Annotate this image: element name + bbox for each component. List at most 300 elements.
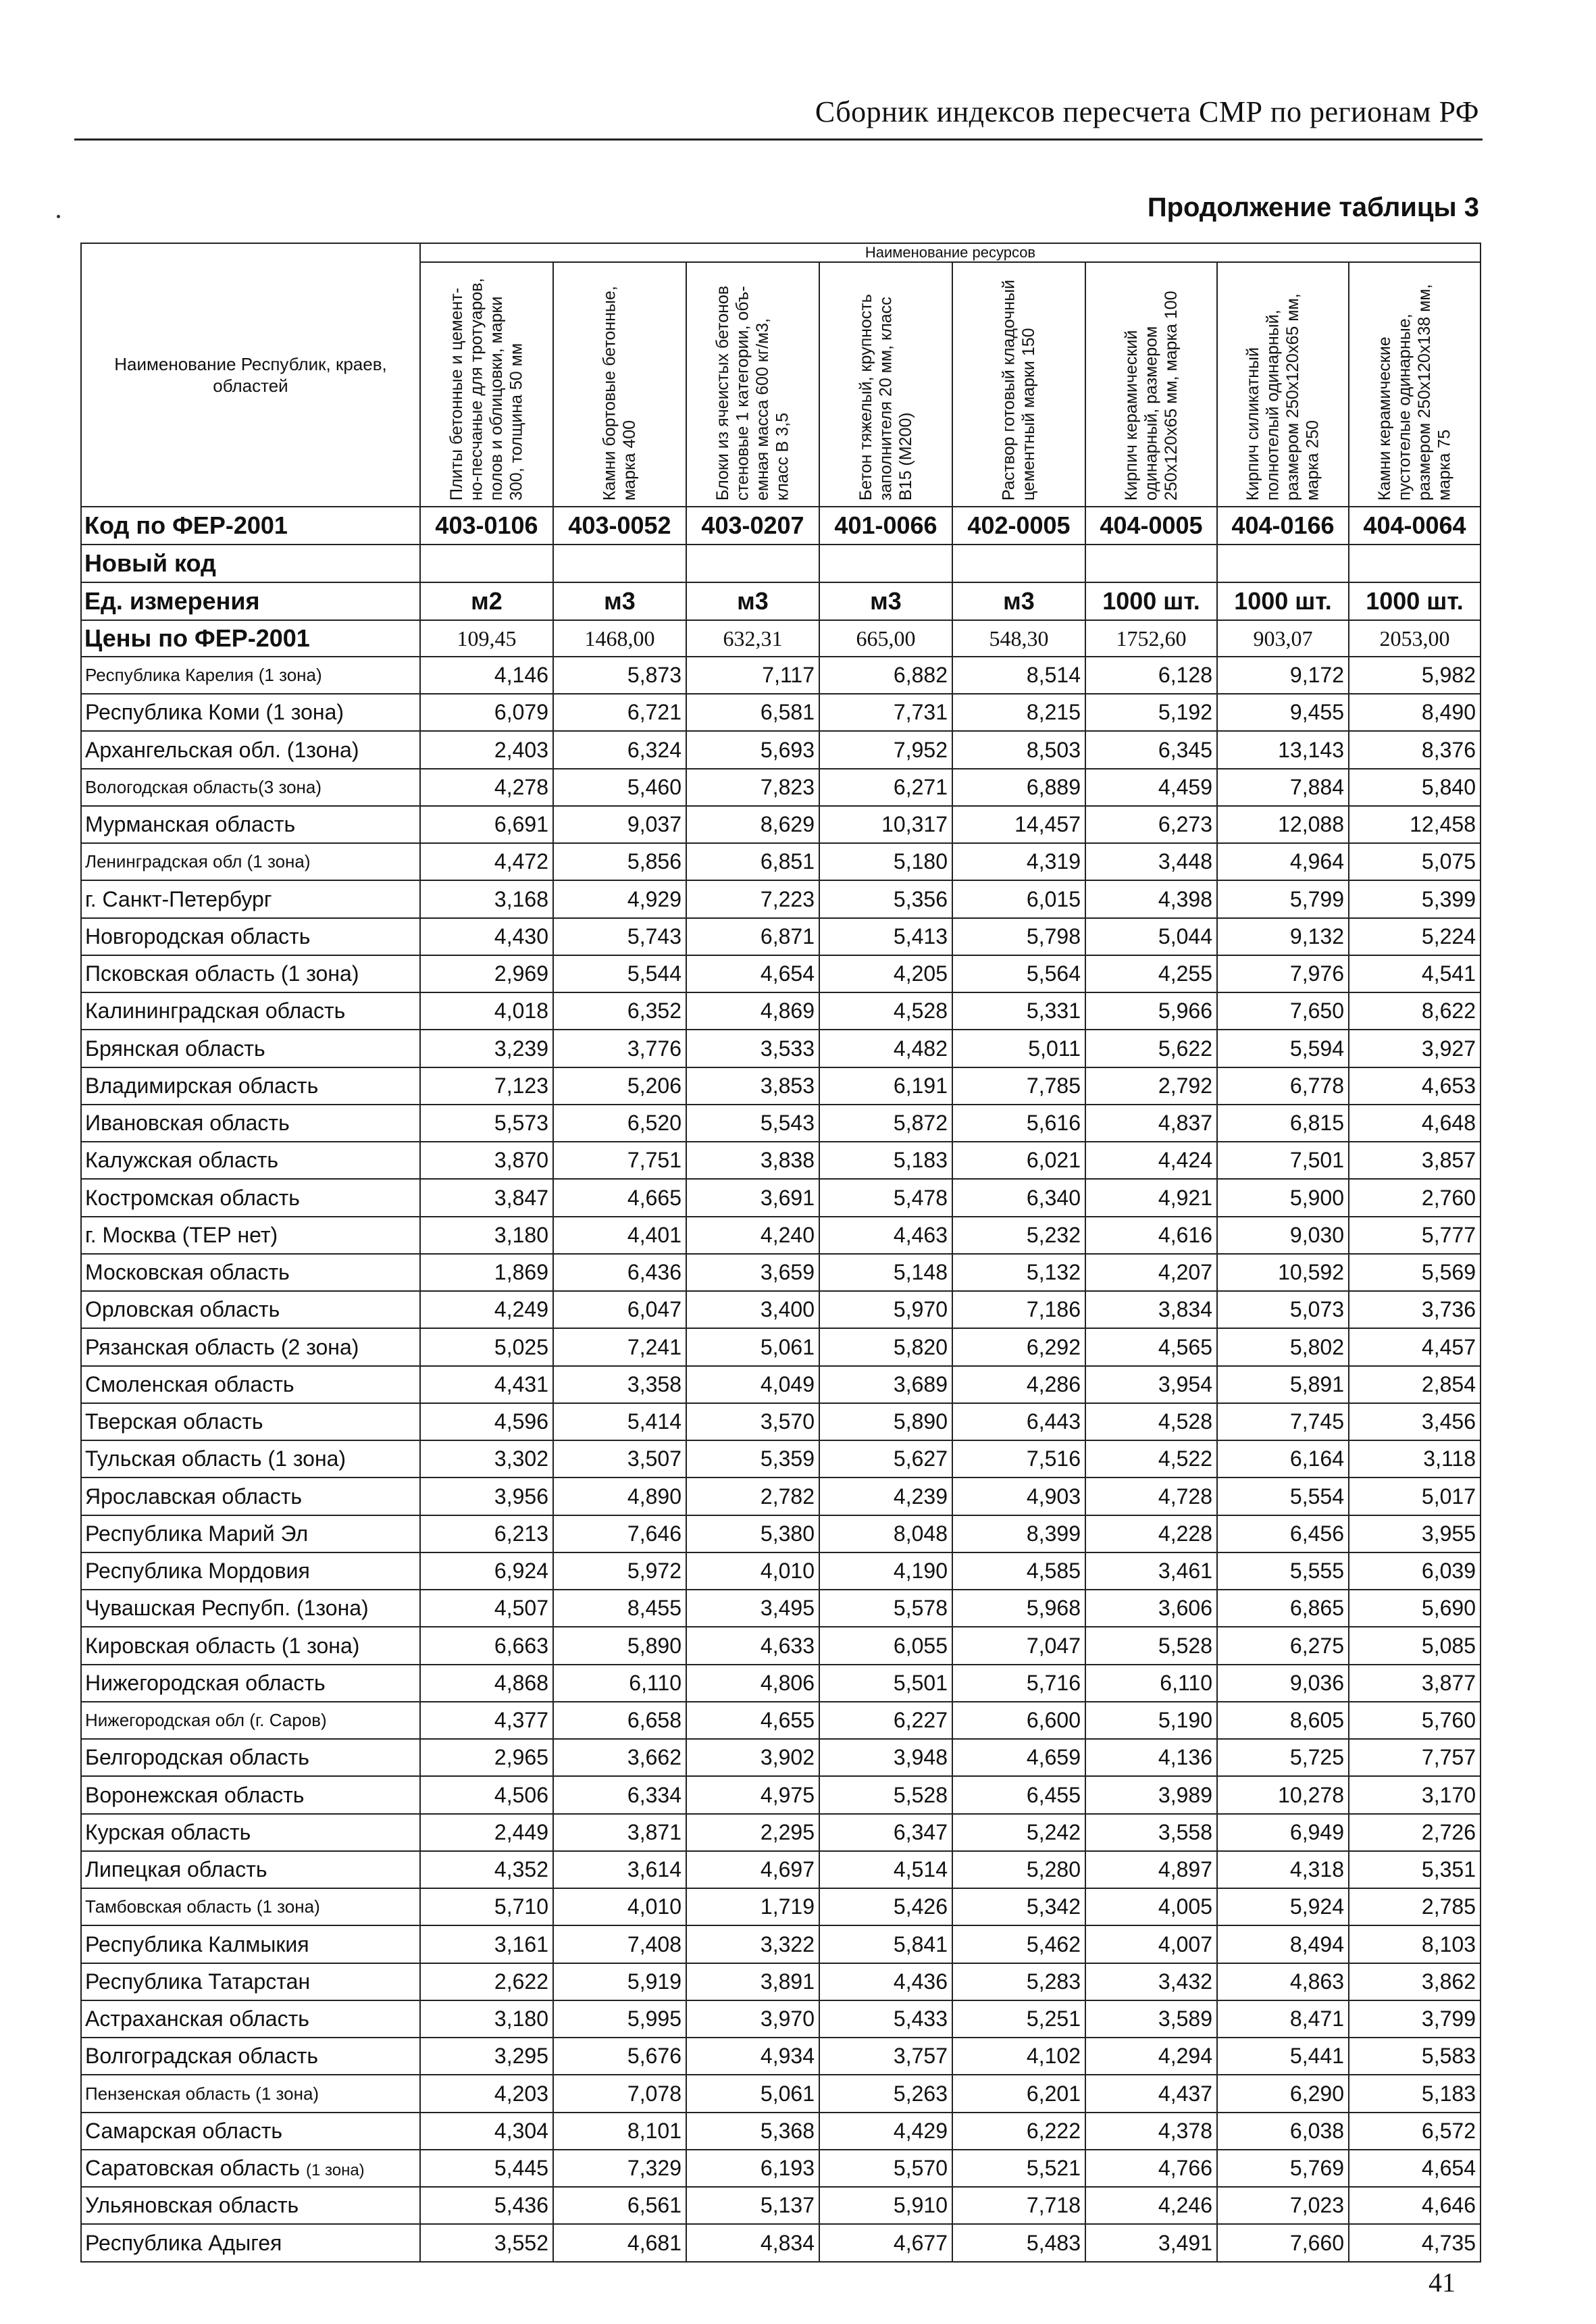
- index-value: 6,949: [1217, 1814, 1349, 1851]
- index-value: 5,283: [952, 1963, 1085, 2000]
- region-name: [81, 1851, 420, 1888]
- index-value: 5,180: [819, 843, 952, 880]
- table-row: [81, 918, 1481, 955]
- index-value: 5,224: [1349, 918, 1481, 955]
- index-value: 7,078: [553, 2075, 686, 2112]
- resource-code: 404-0005: [1085, 507, 1217, 545]
- index-value: 5,725: [1217, 1739, 1349, 1776]
- table-row: [81, 1217, 1481, 1254]
- index-value: 6,201: [952, 2075, 1085, 2112]
- index-value: 3,456: [1349, 1403, 1481, 1440]
- region-name-text: Ивановская область: [85, 1111, 290, 1136]
- index-value: 3,533: [686, 1030, 819, 1067]
- index-value: 5,061: [686, 1328, 819, 1365]
- table-row: [81, 2000, 1481, 2038]
- table-row: [81, 1477, 1481, 1515]
- index-value: 6,039: [1349, 1552, 1481, 1590]
- region-name: [81, 806, 420, 843]
- index-value: 5,436: [420, 2187, 553, 2224]
- index-value: 5,183: [1349, 2075, 1481, 2112]
- index-value: 7,408: [553, 1925, 686, 1963]
- index-value: 5,414: [553, 1403, 686, 1440]
- index-value: 4,648: [1349, 1105, 1481, 1142]
- region-name: [81, 2224, 420, 2262]
- region-name: [81, 1030, 420, 1067]
- index-value: 5,242: [952, 1814, 1085, 1851]
- region-name-text: Архангельская обл. (1зона): [85, 737, 359, 762]
- index-value: 5,798: [952, 918, 1085, 955]
- resource-column-title: Кирпич силикатный полнотелый одинарный, размером 250х120х65 мм, марка 250: [1243, 293, 1322, 501]
- index-value: 5,693: [686, 731, 819, 768]
- index-value: 6,871: [686, 918, 819, 955]
- table-row: [81, 1067, 1481, 1105]
- index-value: 6,110: [553, 1665, 686, 1702]
- region-name: [81, 1776, 420, 1813]
- resource-code: 401-0066: [819, 507, 952, 545]
- region-name-text: г. Москва (ТЕР нет): [85, 1222, 278, 1247]
- index-value: 3,239: [420, 1030, 553, 1067]
- unit-cell: 1000 шт.: [1085, 582, 1217, 620]
- index-value: 8,103: [1349, 1925, 1481, 1963]
- index-value: 9,036: [1217, 1665, 1349, 1702]
- index-value: 6,292: [952, 1328, 1085, 1365]
- index-value: 5,025: [420, 1328, 553, 1365]
- region-name: [81, 880, 420, 917]
- table-row: [81, 2038, 1481, 2075]
- region-name-text: Республика Мордовия: [85, 1559, 310, 1584]
- index-value: 2,854: [1349, 1366, 1481, 1403]
- new-code-cell: [420, 545, 553, 582]
- price-cell: 1468,00: [553, 620, 686, 657]
- index-value: 5,190: [1085, 1702, 1217, 1739]
- table-row: [81, 1552, 1481, 1590]
- resource-code: 404-0166: [1217, 507, 1349, 545]
- index-value: 4,102: [952, 2038, 1085, 2075]
- region-name: [81, 1366, 420, 1403]
- index-value: 7,023: [1217, 2187, 1349, 2224]
- resource-column-header: [686, 262, 819, 507]
- region-name-text: Ярославская область: [85, 1484, 303, 1509]
- index-value: 5,573: [420, 1105, 553, 1142]
- index-value: 3,448: [1085, 843, 1217, 880]
- index-value: 5,570: [819, 2150, 952, 2187]
- index-value: 4,929: [553, 880, 686, 917]
- region-name: [81, 1477, 420, 1515]
- region-name-text: Владимирская область: [85, 1073, 319, 1098]
- region-name: [81, 992, 420, 1030]
- index-value: 5,890: [553, 1627, 686, 1664]
- region-name-text: Кировская область (1 зона): [85, 1633, 360, 1658]
- index-value: 6,128: [1085, 657, 1217, 694]
- index-value: 5,627: [819, 1440, 952, 1477]
- index-value: 2,965: [420, 1739, 553, 1776]
- index-value: 4,482: [819, 1030, 952, 1067]
- index-value: 4,735: [1349, 2224, 1481, 2262]
- index-value: 6,164: [1217, 1440, 1349, 1477]
- region-name: [81, 694, 420, 731]
- resource-column-header: [420, 262, 553, 507]
- index-value: 5,368: [686, 2113, 819, 2150]
- index-value: 3,558: [1085, 1814, 1217, 1851]
- unit-cell: м3: [819, 582, 952, 620]
- index-value: 2,726: [1349, 1814, 1481, 1851]
- region-name-text: Республика Адыгея: [85, 2230, 282, 2255]
- index-value: 5,263: [819, 2075, 952, 2112]
- index-value: 5,769: [1217, 2150, 1349, 2187]
- index-value: 5,777: [1349, 1217, 1481, 1254]
- resource-code: 403-0207: [686, 507, 819, 545]
- region-name: [81, 2000, 420, 2038]
- index-value: 5,872: [819, 1105, 952, 1142]
- index-value: 7,329: [553, 2150, 686, 2187]
- region-name-text: Калининградская область: [85, 999, 346, 1024]
- index-value: 3,871: [553, 1814, 686, 1851]
- index-value: 2,403: [420, 731, 553, 768]
- index-value: 7,751: [553, 1142, 686, 1179]
- index-value: 3,989: [1085, 1776, 1217, 1813]
- index-value: 7,241: [553, 1328, 686, 1365]
- index-value: 4,585: [952, 1552, 1085, 1590]
- table-row: [81, 1291, 1481, 1328]
- index-value: 7,186: [952, 1291, 1085, 1328]
- index-value: 6,572: [1349, 2113, 1481, 2150]
- index-value: 2,295: [686, 1814, 819, 1851]
- index-value: 5,426: [819, 1888, 952, 1925]
- index-value: 6,851: [686, 843, 819, 880]
- region-name-text: Чувашская Респубп. (1зона): [85, 1596, 369, 1621]
- index-value: 5,433: [819, 2000, 952, 2038]
- region-name-text: Пензенская область (1 зона): [85, 2083, 319, 2104]
- index-value: 6,110: [1085, 1665, 1217, 1702]
- index-value: 5,462: [952, 1925, 1085, 1963]
- region-name: [81, 843, 420, 880]
- index-value: 5,555: [1217, 1552, 1349, 1590]
- index-value: 4,304: [420, 2113, 553, 2150]
- index-value: 5,622: [1085, 1030, 1217, 1067]
- region-name-text: Республика Марий Эл: [85, 1521, 309, 1546]
- index-value: 7,718: [952, 2187, 1085, 2224]
- index-value: 7,117: [686, 657, 819, 694]
- index-value: 7,047: [952, 1627, 1085, 1664]
- table-row: [81, 769, 1481, 806]
- index-value: 5,840: [1349, 769, 1481, 806]
- resource-code: 404-0064: [1349, 507, 1481, 545]
- region-name-text: Тверская область: [85, 1409, 263, 1434]
- index-value: 4,005: [1085, 1888, 1217, 1925]
- index-value: 6,227: [819, 1702, 952, 1739]
- index-value: 4,228: [1085, 1515, 1217, 1552]
- index-value: 3,757: [819, 2038, 952, 2075]
- index-value: 5,483: [952, 2224, 1085, 2262]
- index-value: 3,862: [1349, 1963, 1481, 2000]
- index-value: 8,514: [952, 657, 1085, 694]
- index-value: 2,785: [1349, 1888, 1481, 1925]
- index-value: 5,820: [819, 1328, 952, 1365]
- region-note: (1 зона): [305, 2161, 365, 2180]
- index-value: 9,030: [1217, 1217, 1349, 1254]
- index-value: 6,021: [952, 1142, 1085, 1179]
- region-name: [81, 1142, 420, 1179]
- index-value: 6,691: [420, 806, 553, 843]
- index-value: 4,146: [420, 657, 553, 694]
- index-value: 4,633: [686, 1627, 819, 1664]
- index-value: 3,302: [420, 1440, 553, 1477]
- table-row: [81, 731, 1481, 768]
- index-value: 5,841: [819, 1925, 952, 1963]
- index-value: 5,873: [553, 657, 686, 694]
- resource-column-title: Раствор готовый кладочный цементный марки 150: [999, 279, 1038, 501]
- region-name-text: Ленинградская обл (1 зона): [85, 851, 311, 872]
- index-value: 2,792: [1085, 1067, 1217, 1105]
- index-value: 4,975: [686, 1776, 819, 1813]
- index-value: 6,273: [1085, 806, 1217, 843]
- region-name: [81, 1888, 420, 1925]
- resource-code: 402-0005: [952, 507, 1085, 545]
- table-row: [81, 1179, 1481, 1216]
- region-name: [81, 731, 420, 768]
- table-row: [81, 1963, 1481, 2000]
- region-name-text: Волгоградская область: [85, 2044, 319, 2069]
- index-value: 4,319: [952, 843, 1085, 880]
- index-value: 4,136: [1085, 1739, 1217, 1776]
- index-value: 4,655: [686, 1702, 819, 1739]
- index-value: 5,478: [819, 1179, 952, 1216]
- index-value: 3,956: [420, 1477, 553, 1515]
- index-value: 3,891: [686, 1963, 819, 2000]
- index-value: 3,400: [686, 1291, 819, 1328]
- index-value: 5,251: [952, 2000, 1085, 2038]
- index-value: 6,290: [1217, 2075, 1349, 2112]
- index-value: 13,143: [1217, 731, 1349, 768]
- index-value: 4,398: [1085, 880, 1217, 917]
- index-value: 4,249: [420, 1291, 553, 1328]
- index-value: 6,721: [553, 694, 686, 731]
- index-value: 5,970: [819, 1291, 952, 1328]
- index-value: 5,061: [686, 2075, 819, 2112]
- index-value: 4,007: [1085, 1925, 1217, 1963]
- index-value: 4,459: [1085, 769, 1217, 806]
- region-name-text: Смоленская область: [85, 1371, 294, 1396]
- index-value: 5,073: [1217, 1291, 1349, 1328]
- region-name: [81, 1105, 420, 1142]
- index-value: 6,334: [553, 1776, 686, 1813]
- table-row: [81, 1328, 1481, 1365]
- index-value: 5,356: [819, 880, 952, 917]
- index-value: 5,331: [952, 992, 1085, 1030]
- index-value: 7,823: [686, 769, 819, 806]
- region-name: [81, 1702, 420, 1739]
- table-row: [81, 880, 1481, 917]
- table-row: [81, 1254, 1481, 1291]
- region-name-text: Астраханская область: [85, 2006, 309, 2031]
- index-value: 4,463: [819, 1217, 952, 1254]
- index-value: 5,528: [1085, 1627, 1217, 1664]
- index-value: 3,662: [553, 1739, 686, 1776]
- index-table: [80, 243, 1481, 2263]
- region-name: [81, 1217, 420, 1254]
- index-value: 5,995: [553, 2000, 686, 2038]
- header-rule: [74, 138, 1483, 141]
- index-value: 4,318: [1217, 1851, 1349, 1888]
- resource-column-header: [553, 262, 686, 507]
- region-name-text: Республика Карелия (1 зона): [85, 665, 322, 686]
- table-row: [81, 2113, 1481, 2150]
- index-value: 5,799: [1217, 880, 1349, 917]
- index-value: 6,924: [420, 1552, 553, 1590]
- table-row: [81, 2224, 1481, 2262]
- index-value: 3,847: [420, 1179, 553, 1216]
- region-name-text: Ульяновская область: [85, 2193, 299, 2218]
- price-cell: 632,31: [686, 620, 819, 657]
- index-value: 3,970: [686, 2000, 819, 2038]
- resources-group-header: Наименование ресурсов: [420, 243, 1481, 262]
- index-value: 4,528: [1085, 1403, 1217, 1440]
- index-value: 8,503: [952, 731, 1085, 768]
- index-value: 12,458: [1349, 806, 1481, 843]
- region-name: [81, 1067, 420, 1105]
- region-name-text: Новгородская область: [85, 924, 311, 949]
- index-value: 3,161: [420, 1925, 553, 1963]
- resource-column-header: [1085, 262, 1217, 507]
- region-name: [81, 1590, 420, 1627]
- region-name: [81, 1814, 420, 1851]
- index-value: 3,870: [420, 1142, 553, 1179]
- index-value: 4,646: [1349, 2187, 1481, 2224]
- table-row: [81, 1142, 1481, 1179]
- region-name: [81, 1552, 420, 1590]
- resource-column-header: [1349, 262, 1481, 507]
- index-value: 4,377: [420, 1702, 553, 1739]
- index-value: 4,437: [1085, 2075, 1217, 2112]
- price-label: Цены по ФЕР-2001: [81, 620, 420, 657]
- index-value: 5,910: [819, 2187, 952, 2224]
- index-value: 9,037: [553, 806, 686, 843]
- table-row: [81, 843, 1481, 880]
- resource-column-title: Камни бортовые бетонные, марка 400: [600, 286, 639, 501]
- index-value: 5,206: [553, 1067, 686, 1105]
- index-value: 3,606: [1085, 1590, 1217, 1627]
- index-value: 5,676: [553, 2038, 686, 2075]
- index-value: 3,954: [1085, 1366, 1217, 1403]
- region-name: [81, 1665, 420, 1702]
- index-value: 3,432: [1085, 1963, 1217, 2000]
- index-value: 4,697: [686, 1851, 819, 1888]
- index-value: 6,222: [952, 2113, 1085, 2150]
- table-row: [81, 1776, 1481, 1813]
- table-row: [81, 1888, 1481, 1925]
- index-value: 3,853: [686, 1067, 819, 1105]
- table-row: [81, 2150, 1481, 2187]
- index-value: 3,168: [420, 880, 553, 917]
- index-value: 4,654: [1349, 2150, 1481, 2187]
- index-value: 7,884: [1217, 769, 1349, 806]
- index-value: 7,976: [1217, 955, 1349, 992]
- index-value: 5,891: [1217, 1366, 1349, 1403]
- index-value: 5,919: [553, 1963, 686, 2000]
- index-value: 6,456: [1217, 1515, 1349, 1552]
- resource-column-title: Плиты бетонные и цемент-но-песчаные для тротуаров, полов и облицовки, марки 300, толщина 50 мм: [446, 278, 525, 501]
- index-value: 4,766: [1085, 2150, 1217, 2187]
- index-value: 10,278: [1217, 1776, 1349, 1813]
- index-value: 5,594: [1217, 1030, 1349, 1067]
- region-name-text: Орловская область: [85, 1297, 280, 1322]
- index-value: 6,436: [553, 1254, 686, 1291]
- index-value: 4,541: [1349, 955, 1481, 992]
- index-value: 5,132: [952, 1254, 1085, 1291]
- region-name-text: Московская область: [85, 1260, 290, 1285]
- index-value: 3,322: [686, 1925, 819, 1963]
- index-value: 9,455: [1217, 694, 1349, 731]
- code-label: Код по ФЕР-2001: [81, 507, 420, 545]
- index-value: 5,900: [1217, 1179, 1349, 1216]
- price-cell: 548,30: [952, 620, 1085, 657]
- table-row: [81, 955, 1481, 992]
- new-code-cell: [686, 545, 819, 582]
- region-column-header: Наименование Республик, краев, областей: [81, 243, 420, 507]
- index-value: 4,921: [1085, 1179, 1217, 1216]
- index-value: 5,972: [553, 1552, 686, 1590]
- index-value: 6,520: [553, 1105, 686, 1142]
- region-name-text: Брянская область: [85, 1036, 265, 1061]
- index-value: 4,665: [553, 1179, 686, 1216]
- region-name: [81, 1403, 420, 1440]
- region-name-text: Липецкая область: [85, 1857, 267, 1882]
- region-name: [81, 2187, 420, 2224]
- index-value: 5,578: [819, 1590, 952, 1627]
- unit-cell: м3: [686, 582, 819, 620]
- index-value: 4,528: [819, 992, 952, 1030]
- unit-cell: 1000 шт.: [1217, 582, 1349, 620]
- region-name-text: Курская область: [85, 1819, 251, 1844]
- table-row: [81, 1627, 1481, 1664]
- index-value: 4,522: [1085, 1440, 1217, 1477]
- index-value: 4,472: [420, 843, 553, 880]
- index-value: 4,681: [553, 2224, 686, 2262]
- index-value: 3,834: [1085, 1291, 1217, 1328]
- index-value: 6,213: [420, 1515, 553, 1552]
- index-value: 10,317: [819, 806, 952, 843]
- unit-cell: м2: [420, 582, 553, 620]
- table-row: [81, 1105, 1481, 1142]
- index-value: 3,776: [553, 1030, 686, 1067]
- region-name: [81, 2150, 420, 2187]
- index-value: 8,471: [1217, 2000, 1349, 2038]
- index-value: 3,736: [1349, 1291, 1481, 1328]
- region-name-text: Тульская область (1 зона): [85, 1446, 346, 1471]
- index-value: 3,118: [1349, 1440, 1481, 1477]
- region-name-text: Вологодская область(3 зона): [85, 776, 322, 797]
- index-value: 6,882: [819, 657, 952, 694]
- index-value: 4,424: [1085, 1142, 1217, 1179]
- index-value: 4,049: [686, 1366, 819, 1403]
- index-value: 6,455: [952, 1776, 1085, 1813]
- index-value: 4,239: [819, 1477, 952, 1515]
- index-value: 3,691: [686, 1179, 819, 1216]
- table-row: [81, 992, 1481, 1030]
- index-value: 5,569: [1349, 1254, 1481, 1291]
- index-value: 5,441: [1217, 2038, 1349, 2075]
- index-value: 4,903: [952, 1477, 1085, 1515]
- index-value: 4,401: [553, 1217, 686, 1254]
- index-value: 5,982: [1349, 657, 1481, 694]
- index-value: 3,495: [686, 1590, 819, 1627]
- index-value: 2,782: [686, 1477, 819, 1515]
- index-value: 2,449: [420, 1814, 553, 1851]
- region-name: [81, 1963, 420, 2000]
- index-value: 5,716: [952, 1665, 1085, 1702]
- table-row: [81, 1739, 1481, 1776]
- table-row: [81, 1590, 1481, 1627]
